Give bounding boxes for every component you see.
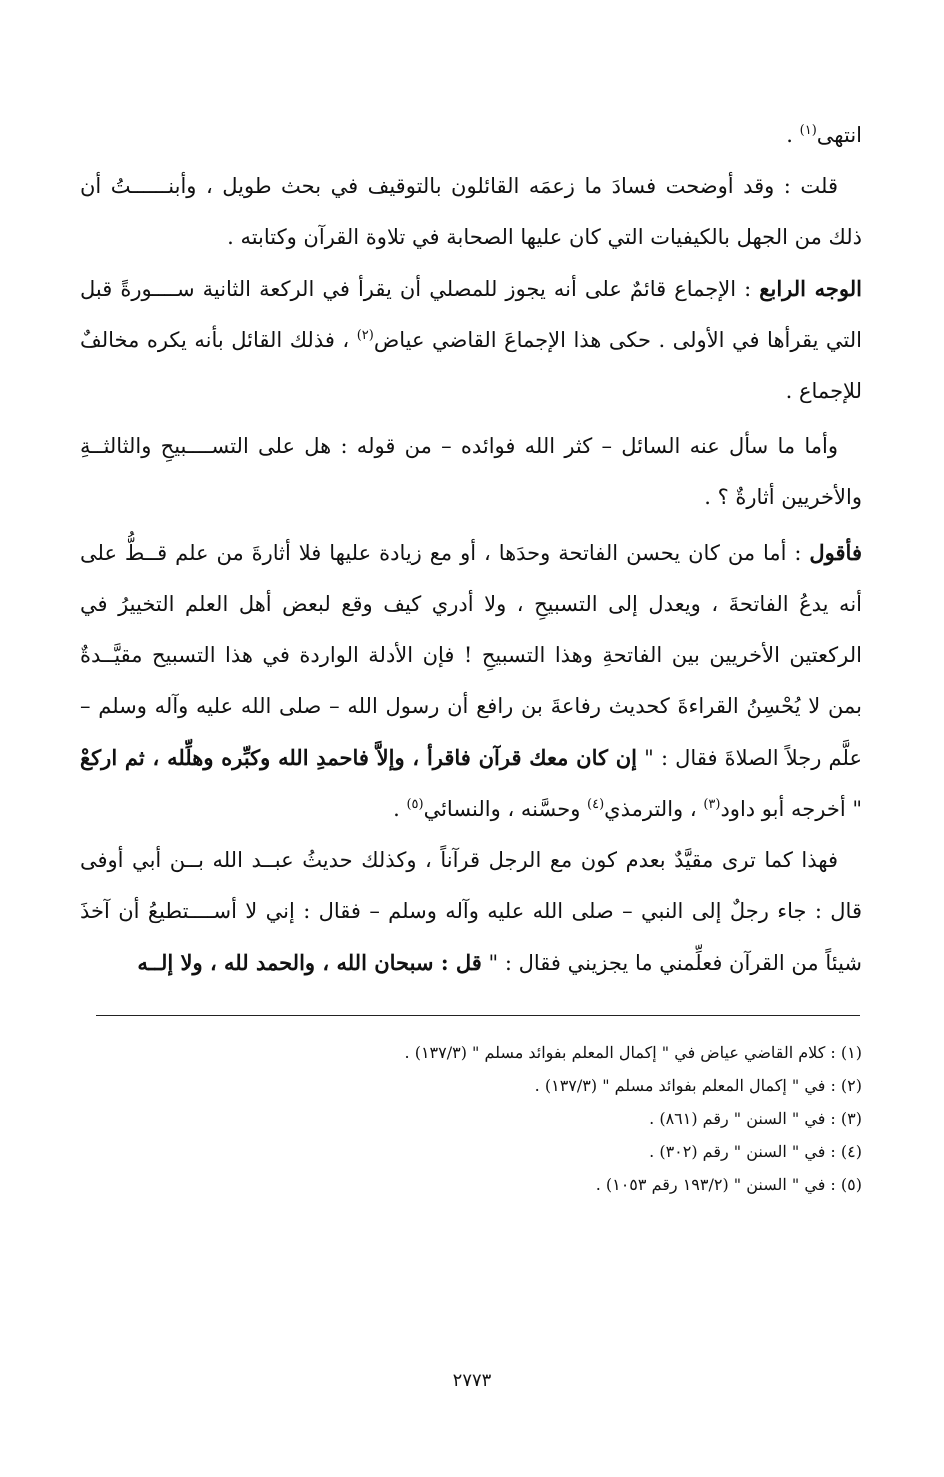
paragraph-end-of-quote [80,110,862,161]
main-text [80,110,862,989]
footnotes-section [80,1036,862,1201]
paragraph-text: " أخرجه أبو داود [720,797,862,821]
footnote-marker: (٣) [703,797,721,812]
paragraph-text: . [393,797,407,821]
paragraph-question [80,421,862,523]
paragraph-text: ، فذلك القائل بأنه يكره مخالفٌ للإجماع . [80,328,862,403]
footnote-2: (٢) : في " إكمال المعلم بفوائد مسلم " (١٣٧/٣) . [534,1076,862,1095]
paragraph-author-comment [80,161,862,263]
footnote-5: (٥) : في " السنن " (١٩٣/٢ رقم ١٠٥٣) . [595,1175,862,1194]
paragraph-text: ، والترمذي [604,797,704,821]
bold-text: فأقول [809,540,862,565]
bold-text: قل : سبحان الله ، والحمد لله ، ولا إلــه [137,950,482,975]
paragraph-answer [80,527,862,835]
footnote-marker: (٤) [587,797,605,812]
paragraph-second-hadith [80,835,862,989]
paragraph-text: وحسَّنه ، والنسائي [423,797,588,821]
footnote-3: (٣) : في " السنن " رقم (٨٦١) . [649,1109,862,1128]
paragraph-text: فهذا كما ترى مقيَّدٌ بعدم كون مع الرجل قرآناً ، وكذلك حديثُ عبــد الله بــن أبي أوفى قال : جاء رجلٌ إلى النبي – صلى الله عليه وآله وسلم – فقال : إني لا أســــتطيعُ أن آخذَ شيئاً من القرآن فعلِّمني ما يجزيني فقال : " [80,848,862,975]
paragraph-text: قلت : وقد أوضحت فسادَ ما زعمَه القائلون بالتوقيف في بحث طويل ، وأبنــــــتُ أن ذلك من الجهل بالكيفيات التي كان عليها الصحابة في تلاوة القرآن وكتابته . [80,174,862,249]
paragraph-text: : الإجماع قائمٌ على أنه يجوز للمصلي أن يقرأ في الركعة الثانية ســــورةً قبل التي يقرأها في الأولى . حكى هذا الإجماعَ القاضي عياض [80,277,862,352]
page-number: ٢٧٧٣ [452,1370,492,1391]
paragraph-text: : أما من كان يحسن الفاتحة وحدَها ، أو مع زيادة عليها فلا أثارةَ من علم قــطُّ على أنه يدعُ الفاتحةَ ، ويعدل إلى التسبيحِ ، ولا أدري كيف وقع لبعض أهل العلم التخييرُ في الركعتين الأخريين بين الفاتحةِ وهذا التسبيحِ ! فإن الأدلة الواردة في هذا التسبيح مقيَّــدةٌ بمن لا يُحْسِنُ القراءةَ كحديث رفاعةَ بن رافع أن رسول الله – صلى الله عليه وآله وسلم – علَّم رجلاً الصلاةَ فقال : " [80,541,862,770]
footnote-marker: (٥) [406,797,424,812]
paragraph-text: وأما ما سأل عنه السائل – كثر الله فوائده – من قوله : هل على التســــبيحِ والثالثــةِ والأخريين أثارةٌ ؟ . [80,434,862,509]
footnote-1: (١) : كلام القاضي عياض في " إكمال المعلم بفوائد مسلم " (١٣٧/٣) . [404,1043,862,1062]
footnote-marker: (١) [799,123,817,138]
paragraph-fourth-aspect [80,263,862,417]
footnote-divider [96,1015,860,1016]
footnote-4: (٤) : في " السنن " رقم (٣٠٢) . [649,1142,862,1161]
bold-text: الوجه الرابع [759,276,862,301]
paragraph-text: . [786,123,800,147]
footnote-marker: (٢) [356,328,374,343]
paragraph-text: انتهى [816,123,862,147]
bold-text: إن كان معك قرآن فاقرأ ، وإلاَّ فاحمدِ الله وكبِّره وهلِّله ، ثم اركعْ [80,745,637,770]
